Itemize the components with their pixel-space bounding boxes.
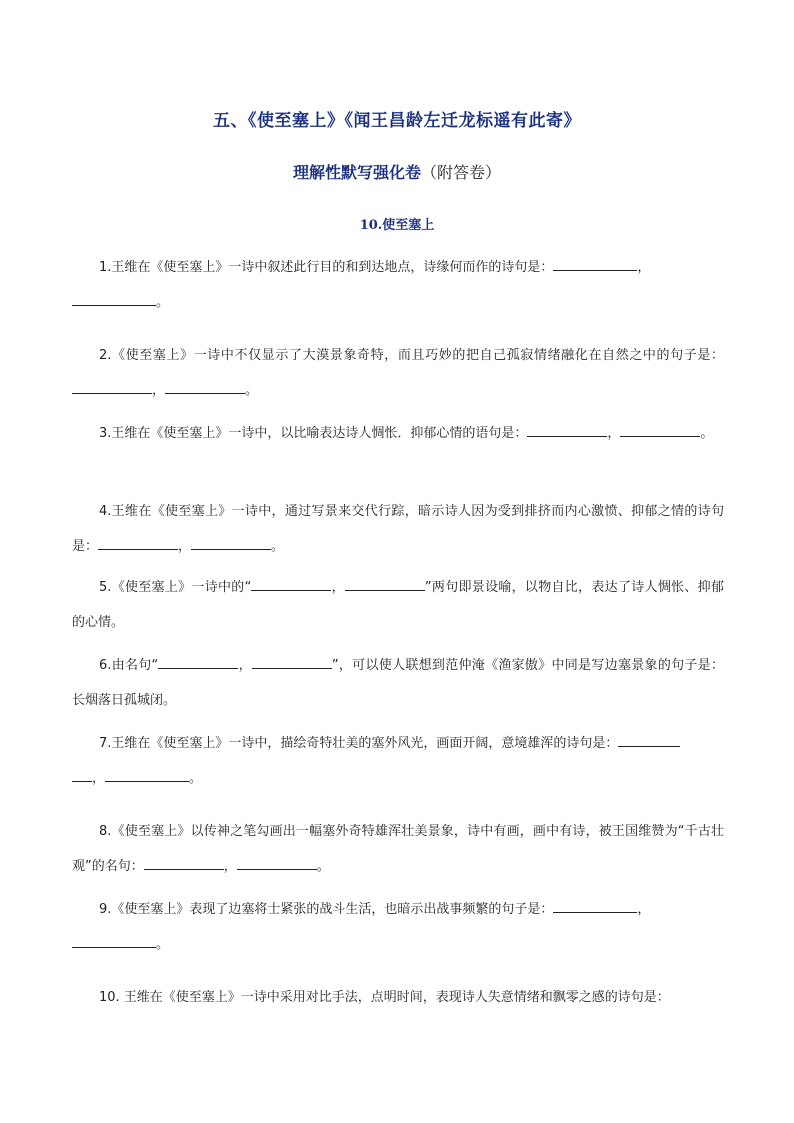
question-10 [72,980,724,1015]
question-4 [72,494,724,564]
question-text: 5.《使至塞上》一诗中的“ [99,580,252,595]
answer-blank[interactable] [620,422,700,437]
question-7 [72,726,724,796]
answer-blank[interactable] [158,654,238,669]
answer-blank[interactable] [251,576,331,591]
subtitle-note: （附答卷） [421,163,502,182]
question-text: 4.王维在《使至塞上》一诗中，通过写景来交代行踪，暗示诗人因为受到排挤而内心激愤、抑郁之情的诗句是： [72,504,724,554]
separator: ， [637,260,651,275]
document-subtitle [0,160,794,183]
terminator: 。 [245,383,259,398]
terminator: 。 [189,771,203,786]
answer-blank[interactable] [252,654,332,669]
separator: ， [92,771,106,786]
terminator: 。 [316,859,330,874]
terminator: 。 [156,937,170,952]
terminator: 。 [700,426,714,441]
separator: ， [152,383,166,398]
question-9 [72,892,724,962]
question-text: 6.由名句“ [99,658,159,673]
question-8 [72,814,724,884]
question-text-tail: ”两句即景设喻，以物自比，表达了诗人惆怅、抑郁的心情。 [72,580,724,630]
separator: ， [223,859,237,874]
question-text: 10. 王维在《使至塞上》一诗中采用对比手法，点明时间，表现诗人失意情绪和飘零之感的诗句是： [99,990,670,1005]
question-5 [72,570,724,640]
answer-blank[interactable] [553,256,637,271]
separator: ， [607,426,621,441]
terminator: 。 [156,295,170,310]
question-text-tail: ”，可以使人联想到范仲淹《渔家傲》中同是写边塞景象的句子是：长烟落日孤城闭。 [72,658,724,708]
section-title: 10.使至塞上 [359,218,435,233]
answer-blank[interactable] [105,767,189,782]
answer-blank[interactable] [98,535,178,550]
subtitle-main: 理解性默写强化卷 [292,163,421,182]
answer-blank[interactable] [527,422,607,437]
document-title: 五、《使至塞上》《闻王昌龄左迁龙标遥有此寄》 [213,111,581,131]
question-3 [72,416,724,451]
answer-blank[interactable] [165,379,245,394]
question-text: 2.《使至塞上》一诗中不仅显示了大漠景象奇特，而且巧妙的把自己孤寂情绪融化在自然之中的句子是： [99,348,724,363]
answer-blank[interactable] [618,732,680,747]
separator: ， [637,902,651,917]
answer-blank-continued[interactable] [72,767,92,782]
answer-blank[interactable] [553,898,637,913]
question-1 [72,250,724,320]
separator: ， [238,658,252,673]
question-text: 9.《使至塞上》表现了边塞将士紧张的战斗生活，也暗示出战事频繁的句子是： [99,902,554,917]
question-6 [72,648,724,718]
separator: ， [331,580,345,595]
question-text: 8.《使至塞上》以传神之笔勾画出一幅塞外奇特雄浑壮美景象，诗中有画，画中有诗，被王国维赞为“千古壮观”的名句： [72,824,724,874]
answer-blank[interactable] [144,855,224,870]
answer-blank[interactable] [345,576,425,591]
separator: ， [178,539,192,554]
question-text: 7.王维在《使至塞上》一诗中，描绘奇特壮美的塞外风光，画面开阔，意境雄浑的诗句是： [99,736,619,751]
terminator: 。 [271,539,285,554]
answer-blank[interactable] [72,933,156,948]
answer-blank[interactable] [237,855,317,870]
answer-blank[interactable] [72,379,152,394]
question-2 [72,338,724,408]
question-text: 1.王维在《使至塞上》一诗中叙述此行目的和到达地点，诗缘何而作的诗句是： [99,260,554,275]
question-text: 3.王维在《使至塞上》一诗中，以比喻表达诗人惆怅．抑郁心情的语句是： [99,426,528,441]
answer-blank[interactable] [72,291,156,306]
answer-blank[interactable] [191,535,271,550]
